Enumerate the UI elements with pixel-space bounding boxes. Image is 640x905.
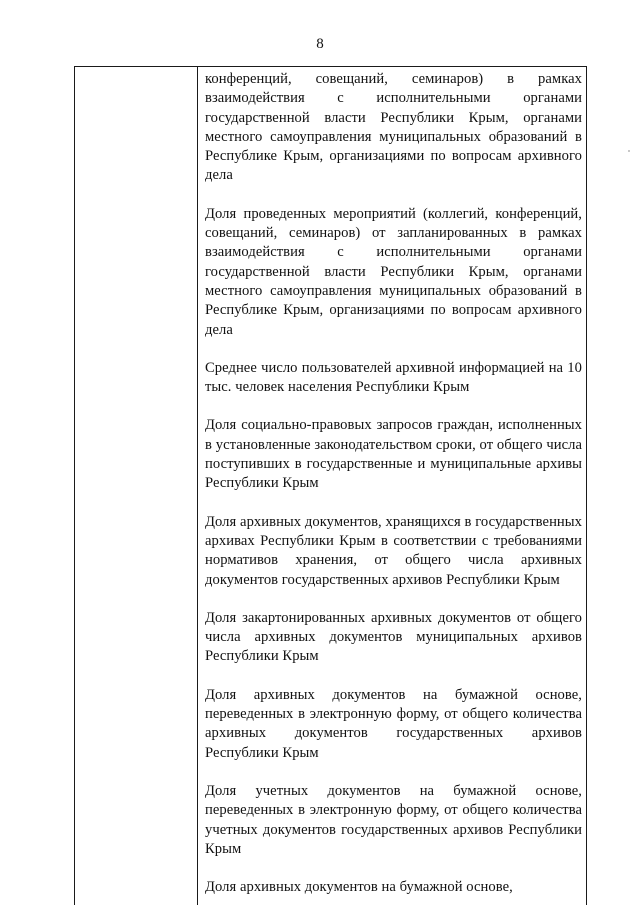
- indicator-paragraph: Доля закартонированных архивных документов от общего числа архивных документов муниципальных архивов Республики Крым: [205, 609, 582, 665]
- indicator-column: [205, 70, 582, 897]
- indicator-paragraph: Доля учетных документов на бумажной основе, переведенных в электронную форму, от общего количества учетных документов государственных архивов Республики Крым: [205, 782, 582, 857]
- indicator-paragraph: Доля архивных документов, хранящихся в государственных архивах Республики Крым в соответствии с требованиями нормативов хранения, от общего числа архивных документов государственных архивов Республики Крым: [205, 513, 582, 588]
- column-divider: [197, 67, 198, 905]
- indicator-paragraph: Доля архивных документов на бумажной основе, переведенных в электронную форму, от общего количества архивных документов государственных архивов Республики Крым: [205, 686, 582, 761]
- indicator-paragraph: Доля проведенных мероприятий (коллегий, конференций, совещаний, семинаров) от запланированных в рамках взаимодействия с исполнительными органами государственной власти Республики Крым, органами местного самоуправления муниципальных образований в Республике Крым, организациями по вопросам архивного дела: [205, 205, 582, 338]
- page-number: 8: [316, 36, 324, 52]
- indicator-paragraph: Доля социально-правовых запросов граждан, исполненных в установленные законодательством сроки, от общего числа поступивших в государственные и муниципальные архивы Республики Крым: [205, 417, 582, 492]
- scan-speck: [628, 150, 630, 152]
- indicator-paragraph: конференций, совещаний, семинаров) в рамках взаимодействия с исполнительными органами государственной власти Республики Крым, органами местного самоуправления муниципальных образований в Республике Крым, организациями по вопросам архивного дела: [205, 71, 582, 184]
- indicator-table: [74, 66, 587, 905]
- indicator-paragraph: Доля архивных документов на бумажной основе,: [205, 879, 513, 896]
- indicator-paragraph: Среднее число пользователей архивной информацией на 10 тыс. человек населения Республики Крым: [205, 359, 582, 396]
